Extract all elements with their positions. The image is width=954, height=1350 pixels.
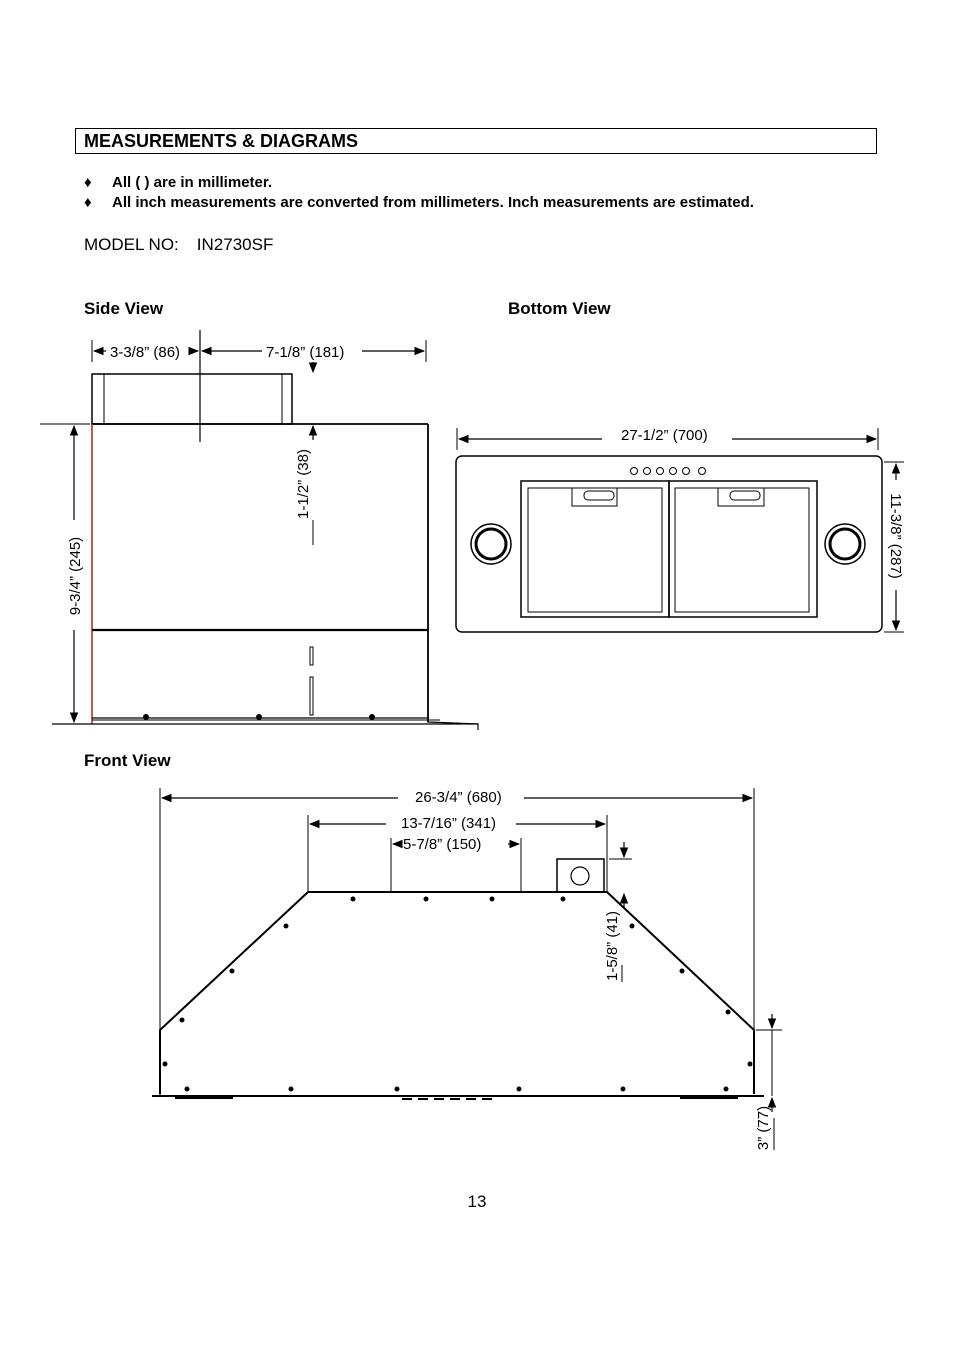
note-text: All ( ) are in millimeter. bbox=[112, 174, 273, 191]
model-label: MODEL NO: bbox=[84, 235, 179, 254]
bottom-dim-width: 27-1/2” (700) bbox=[621, 427, 708, 444]
bottom-view-label: Bottom View bbox=[508, 299, 611, 318]
front-dim-width: 26-3/4” (680) bbox=[415, 789, 502, 806]
front-dim-top-width: 13-7/16” (341) bbox=[401, 815, 497, 832]
side-dim-height: 9-3/4” (245) bbox=[67, 536, 84, 616]
side-dim-inner: 1-1/2” (38) bbox=[295, 448, 312, 520]
front-dim-base: 3” (77) bbox=[755, 1105, 772, 1151]
diamond-bullet-icon: ♦ bbox=[84, 194, 92, 211]
section-title: MEASUREMENTS & DIAGRAMS bbox=[84, 131, 359, 151]
note-text: All inch measurements are converted from millimeters. Inch measurements are estimated. bbox=[112, 194, 754, 211]
diamond-bullet-icon: ♦ bbox=[84, 174, 92, 191]
front-dim-collar: 5-7/8” (150) bbox=[403, 836, 482, 853]
bottom-view-diagram bbox=[456, 428, 904, 632]
bottom-dim-depth: 11-3/8” (287) bbox=[887, 493, 904, 579]
side-dim-top-left: 3-3/8” (86) bbox=[110, 344, 181, 361]
page-number: 13 bbox=[467, 1192, 487, 1211]
side-view-diagram bbox=[40, 330, 478, 730]
side-dim-top-right: 7-1/8” (181) bbox=[266, 344, 345, 361]
side-view-label: Side View bbox=[84, 299, 164, 318]
model-value: IN2730SF bbox=[196, 235, 274, 254]
front-view-label: Front View bbox=[84, 751, 171, 770]
front-dim-box: 1-5/8” (41) bbox=[604, 910, 621, 982]
